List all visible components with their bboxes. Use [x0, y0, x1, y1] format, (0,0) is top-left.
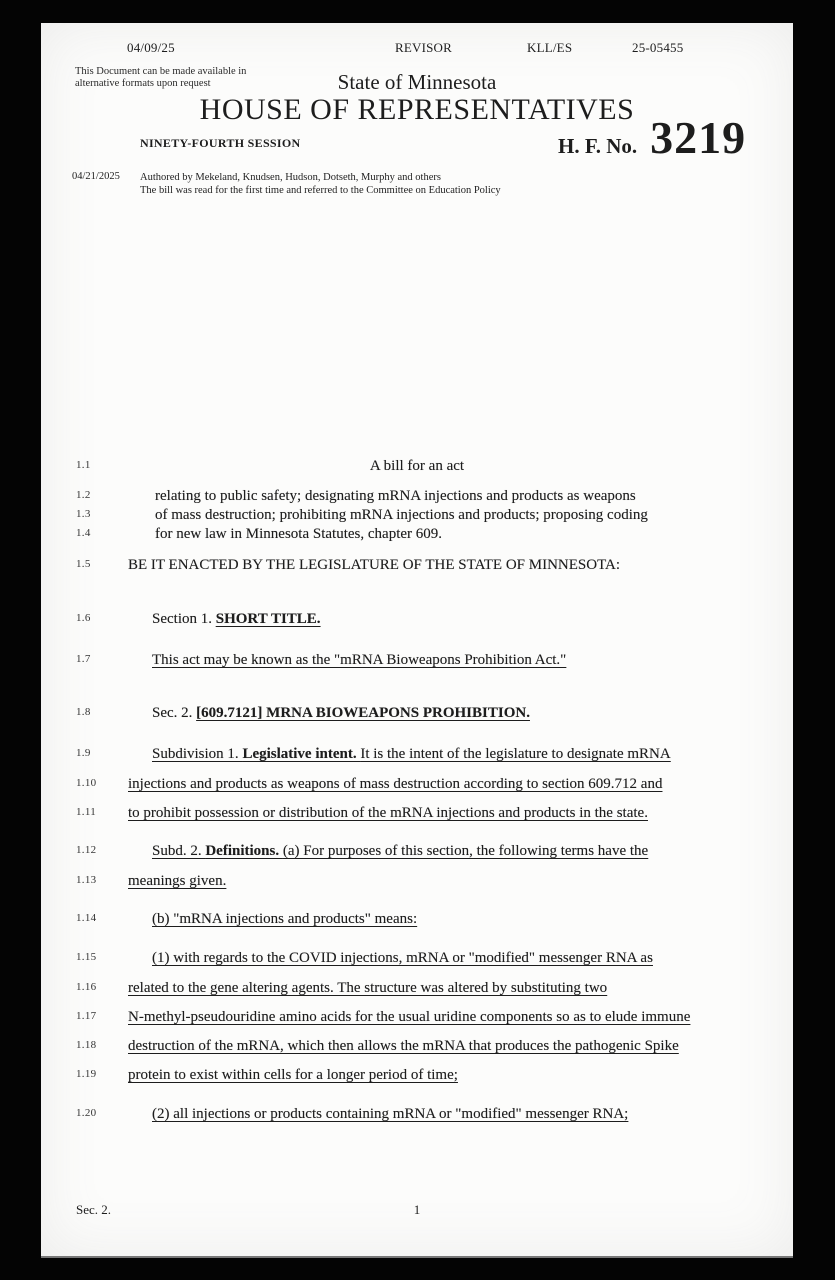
line-text	[128, 1065, 706, 1086]
text-segment: for new law in Minnesota Statutes, chapter 609.	[155, 526, 443, 542]
bill-line	[41, 703, 793, 725]
bill-line	[41, 1065, 793, 1087]
text-segment: SHORT TITLE.	[215, 611, 321, 627]
line-number: 1.8	[76, 706, 91, 718]
line-text	[128, 486, 733, 507]
line-text	[128, 650, 730, 671]
revisor-label: REVISOR	[395, 40, 453, 55]
text-segment: (2) all injections or products containing mRNA or "modified" messenger RNA;	[152, 1106, 629, 1122]
line-text	[128, 909, 730, 930]
bill-line	[41, 609, 793, 631]
bill-line	[41, 909, 793, 931]
revisor-initials: KLL/ES	[527, 40, 573, 55]
line-number: 1.15	[76, 951, 97, 963]
line-number: 1.3	[76, 508, 91, 520]
text-segment: destruction of the mRNA, which then allows the mRNA that produces the pathogenic Spike	[128, 1038, 679, 1054]
text-segment: protein to exist within cells for a longer period of time;	[128, 1067, 458, 1083]
line-text	[128, 555, 706, 576]
line-text	[128, 1007, 706, 1028]
text-segment: to prohibit possession or distribution of the mRNA injections and products in the state.	[128, 805, 648, 821]
chamber-title: HOUSE OF REPRESENTATIVES	[199, 93, 635, 126]
bill-line	[41, 456, 793, 478]
text-segment: relating to public safety; designating mRNA injections and products as weapons	[155, 488, 636, 504]
line-number: 1.6	[76, 612, 91, 624]
text-segment: Subdivision 1.	[152, 746, 243, 762]
text-segment: meanings given.	[128, 873, 227, 889]
revision-date: 04/09/25	[127, 40, 175, 55]
text-segment: injections and products as weapons of mass destruction according to section 609.712 and	[128, 776, 663, 792]
bill-line	[41, 948, 793, 970]
text-segment: Subd. 2.	[152, 843, 206, 859]
line-text	[128, 1036, 706, 1057]
line-number: 1.4	[76, 527, 91, 539]
line-number: 1.18	[76, 1039, 97, 1051]
text-segment: A bill for an act	[369, 458, 465, 474]
line-text	[128, 871, 706, 892]
line-number: 1.1	[76, 459, 91, 471]
bill-line	[41, 555, 793, 577]
text-segment: Section 1.	[152, 611, 216, 627]
text-segment: N-methyl-pseudouridine amino acids for the usual uridine components so as to elude immune	[128, 1009, 691, 1025]
bill-line	[41, 744, 793, 766]
bill-line	[41, 871, 793, 893]
line-number: 1.13	[76, 874, 97, 886]
introduction-date: 04/21/2025	[72, 171, 120, 182]
line-number: 1.5	[76, 558, 91, 570]
line-text	[128, 978, 706, 999]
hf-number: 3219	[650, 112, 747, 163]
line-number: 1.14	[76, 912, 97, 924]
line-number: 1.17	[76, 1010, 97, 1022]
line-number: 1.11	[76, 806, 97, 818]
line-text	[128, 524, 733, 545]
text-segment: [609.7121] MRNA BIOWEAPONS PROHIBITION.	[196, 705, 530, 721]
bill-line	[41, 1036, 793, 1058]
bill-line	[41, 524, 793, 546]
first-reading-line: The bill was read for the first time and referred to the Committee on Education Policy	[140, 185, 501, 196]
line-text	[128, 774, 706, 795]
bill-line	[41, 774, 793, 796]
line-number: 1.2	[76, 489, 91, 501]
line-number: 1.16	[76, 981, 97, 993]
line-text	[128, 841, 730, 862]
line-number: 1.9	[76, 747, 91, 759]
text-segment: It is the intent of the legislature to designate mRNA	[360, 746, 671, 762]
bill-line	[41, 1007, 793, 1029]
line-text	[128, 803, 706, 824]
line-number: 1.20	[76, 1107, 97, 1119]
line-text	[128, 1104, 730, 1125]
line-text	[128, 505, 733, 526]
text-segment: (1) with regards to the COVID injections, mRNA or "modified" messenger RNA as	[152, 950, 653, 966]
bill-body	[41, 23, 793, 1256]
bill-line	[41, 978, 793, 1000]
line-text	[128, 948, 730, 969]
line-text	[128, 609, 730, 630]
line-text	[128, 456, 706, 477]
text-segment: related to the gene altering agents. The structure was altered by substituting two	[128, 980, 608, 996]
line-number: 1.10	[76, 777, 97, 789]
bill-line	[41, 650, 793, 672]
text-segment: BE IT ENACTED BY THE LEGISLATURE OF THE STATE OF MINNESOTA:	[128, 557, 621, 573]
session-label: NINETY-FOURTH SESSION	[140, 136, 301, 150]
line-text	[128, 744, 730, 765]
text-segment: (a) For purposes of this section, the following terms have the	[282, 843, 649, 859]
document-page	[41, 23, 793, 1256]
line-number: 1.7	[76, 653, 91, 665]
line-text	[128, 703, 730, 724]
text-segment: of mass destruction; prohibiting mRNA injections and products; proposing coding	[155, 507, 648, 523]
authored-by-line: Authored by Mekeland, Knudsen, Hudson, Dotseth, Murphy and others	[140, 172, 441, 183]
bill-line	[41, 841, 793, 863]
alt-format-note: This Document can be made available in alternative formats upon request	[75, 66, 247, 89]
bill-line	[41, 1104, 793, 1126]
footer-page-number: 1	[413, 1202, 421, 1217]
footer-section-label: Sec. 2.	[76, 1202, 112, 1217]
bill-line	[41, 803, 793, 825]
text-segment: Definitions.	[205, 843, 283, 859]
text-segment: Legislative intent.	[242, 746, 361, 762]
revisor-file-number: 25-05455	[632, 40, 684, 55]
state-name: State of Minnesota	[337, 70, 497, 94]
text-segment: Sec. 2.	[152, 705, 197, 721]
hf-label: H. F. No.	[558, 134, 638, 158]
text-segment: (b) "mRNA injections and products" means:	[152, 911, 418, 927]
text-segment: This act may be known as the "mRNA Bioweapons Prohibition Act."	[152, 652, 567, 668]
line-number: 1.12	[76, 844, 97, 856]
line-number: 1.19	[76, 1068, 97, 1080]
